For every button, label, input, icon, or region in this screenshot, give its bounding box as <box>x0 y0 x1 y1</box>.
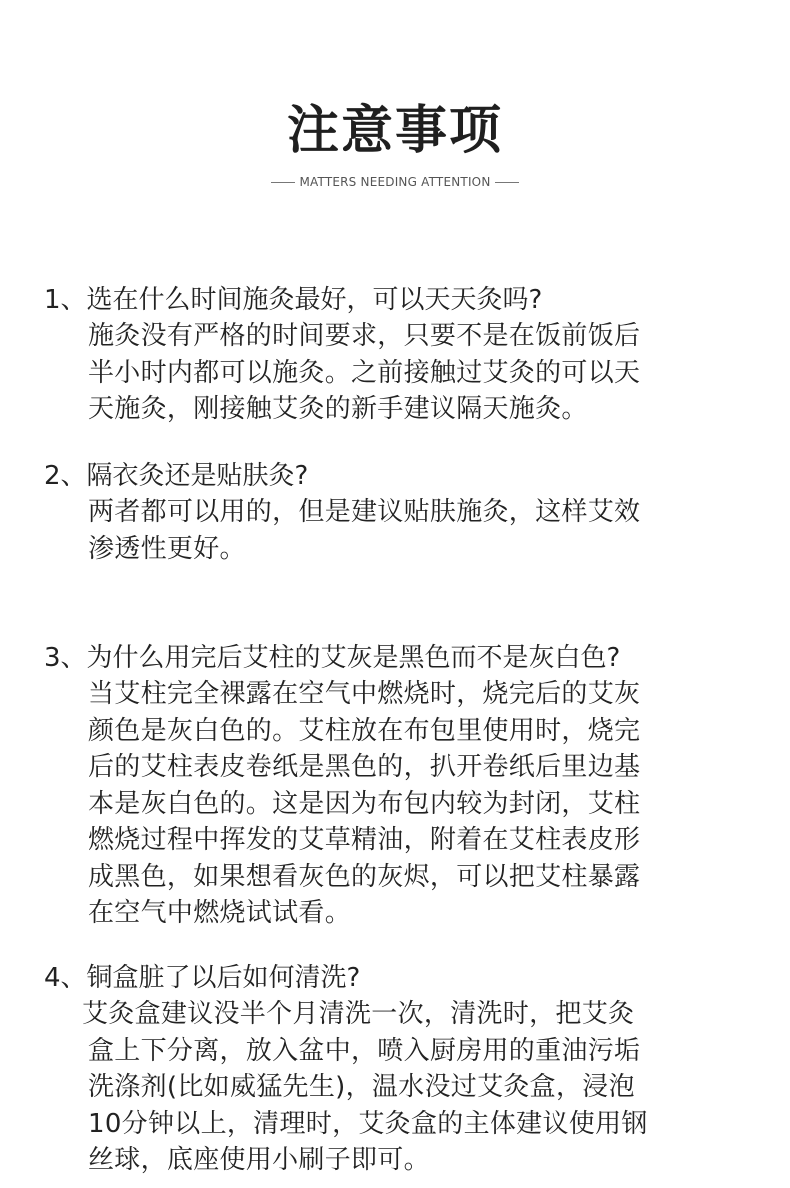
subtitle-text: MATTERS NEEDING ATTENTION <box>299 175 491 189</box>
faq-item-4 <box>44 960 734 1179</box>
faq-answer <box>88 318 718 428</box>
answer-line: 10分钟以上，清理时，艾灸盒的主体建议使用钢 <box>88 1108 648 1139</box>
answer-line: 洗涤剂(比如威猛先生)，温水没过艾灸盒，浸泡 <box>88 1072 635 1102</box>
answer-line: 成黑色，如果想看灰色的灰烬，可以把艾柱暴露 <box>88 861 641 892</box>
answer-line: 在空气中燃烧试试看。 <box>88 898 352 928</box>
answer-line: 艾灸盒建议没半个月清洗一次，清洗时，把艾灸 <box>82 999 635 1029</box>
page-title: 注意事项 <box>286 101 503 161</box>
answer-line: 燃烧过程中挥发的艾草精油，附着在艾柱表皮形 <box>88 825 641 855</box>
faq-question: 4、铜盒脏了以后如何清洗? <box>44 963 361 993</box>
answer-line: 盒上下分离，放入盆中，喷入厨房用的重油污垢 <box>88 1035 641 1066</box>
answer-line: 颜色是灰白色的。艾柱放在布包里使用时，烧完 <box>88 715 641 746</box>
subtitle-divider-right <box>495 182 519 183</box>
answer-line: 当艾柱完全裸露在空气中燃烧时，烧完后的艾灰 <box>88 679 641 709</box>
answer-line: 渗透性更好。 <box>88 533 246 564</box>
answer-line: 丝球，底座使用小刷子即可。 <box>88 1145 430 1175</box>
page-subtitle <box>0 175 790 189</box>
faq-item-2 <box>44 458 734 567</box>
answer-line: 本是灰白色的。这是因为布包内较为封闭，艾柱 <box>88 788 641 819</box>
answer-line: 施灸没有严格的时间要求，只要不是在饭前饭后 <box>88 321 641 351</box>
faq-question: 2、隔衣灸还是贴肤灸? <box>44 461 309 491</box>
answer-line: 后的艾柱表皮卷纸是黑色的，扒开卷纸后里边基 <box>88 752 641 782</box>
faq-item-1 <box>44 282 734 428</box>
answer-line: 天施灸，刚接触艾灸的新手建议隔天施灸。 <box>88 394 588 424</box>
answer-line: 半小时内都可以施灸。之前接触过艾灸的可以天 <box>88 357 641 388</box>
faq-question: 1、选在什么时间施灸最好，可以天天灸吗? <box>44 285 543 315</box>
faq-answer <box>88 494 718 567</box>
faq-item-3 <box>44 640 734 932</box>
faq-question: 3、为什么用完后艾柱的艾灰是黑色而不是灰白色? <box>44 643 621 673</box>
answer-line: 两者都可以用的，但是建议贴肤施灸，这样艾效 <box>88 497 641 527</box>
faq-answer <box>82 996 712 1179</box>
subtitle-divider-left <box>271 182 295 183</box>
faq-answer <box>88 676 718 932</box>
